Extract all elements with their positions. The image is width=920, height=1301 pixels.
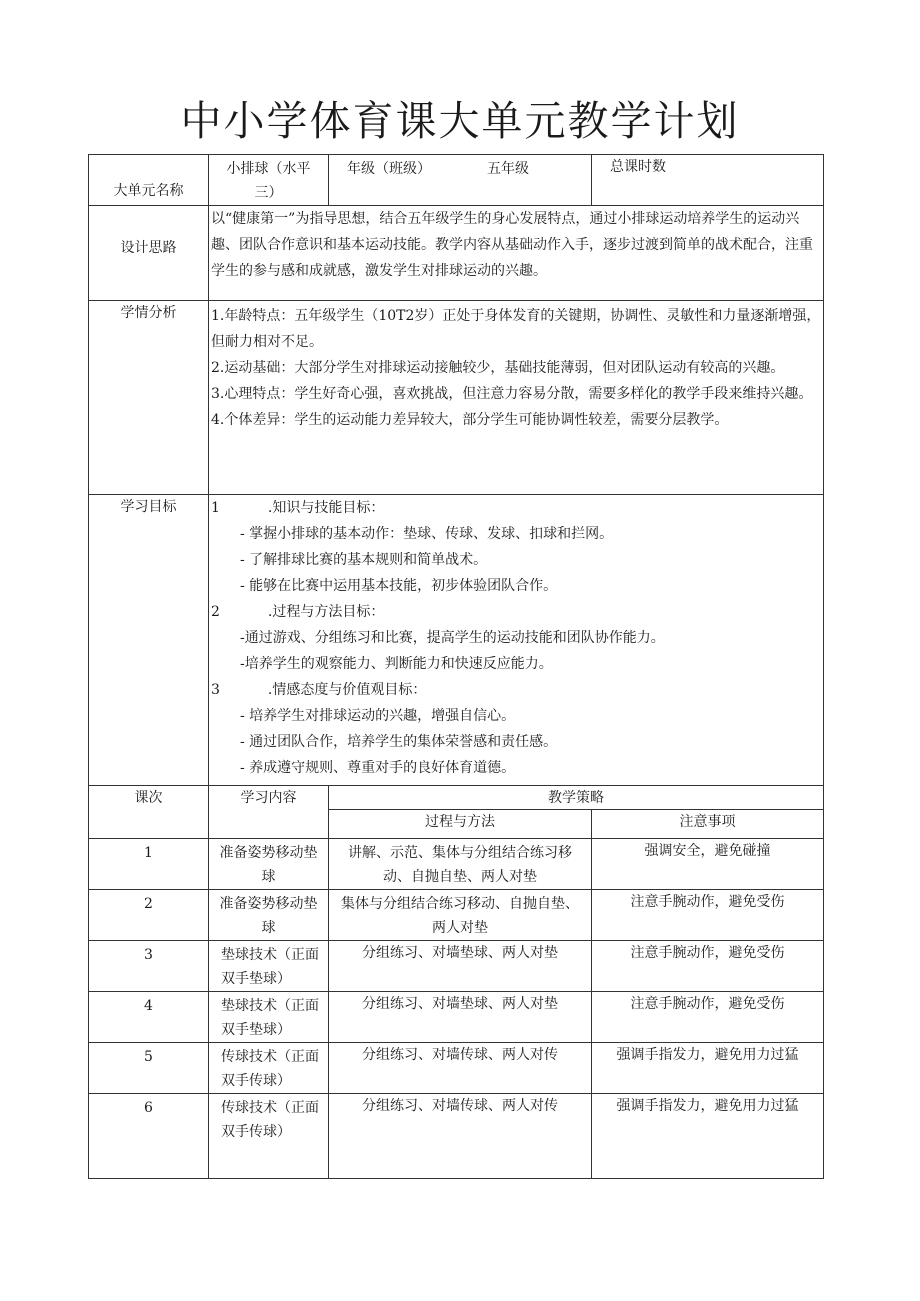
page-title: 中小学体育课大单元教学计划 xyxy=(180,97,740,145)
col-strategy-header: 教学策略 xyxy=(548,790,604,806)
objective-item: - 了解排球比赛的基本规则和简单战术。 xyxy=(240,552,488,568)
objective-item: -培养学生的观察能力、判断能力和快速反应能力。 xyxy=(240,656,553,672)
lesson-content: 准备姿势移动垫球 xyxy=(219,896,318,936)
analysis-row xyxy=(89,301,824,495)
col-lesson-header: 课次 xyxy=(134,790,163,806)
objectives-label: 学习目标 xyxy=(120,499,177,515)
lesson-number: 1 xyxy=(144,845,153,861)
analysis-item: 1.年龄特点：五年级学生（10T2岁）正处于身体发育的关键期，协调性、灵敏性和力量逐渐增强，但耐力相对不足。 xyxy=(211,308,821,350)
lesson-number: 3 xyxy=(144,947,153,963)
objective-item: -通过游戏、分组练习和比赛，提高学生的运动技能和团队协作能力。 xyxy=(240,630,665,646)
grade-value: 五年级 xyxy=(487,161,529,177)
total-hours-label: 总课时数 xyxy=(610,159,666,175)
lesson-content: 垫球技术（正面双手垫球） xyxy=(221,947,319,987)
design-row xyxy=(89,206,824,301)
objective-item: - 通过团队合作，培养学生的集体荣誉感和责任感。 xyxy=(240,734,558,750)
objective-item: - 掌握小排球的基本动作：垫球、传球、发球、扣球和拦网。 xyxy=(240,526,614,542)
unit-name-label: 大单元名称 xyxy=(113,183,184,199)
lesson-number: 5 xyxy=(144,1049,153,1065)
lesson-header-row xyxy=(89,786,824,810)
lesson-row xyxy=(89,992,824,1043)
lesson-row xyxy=(89,941,824,992)
lesson-row xyxy=(89,1043,824,1094)
design-label: 设计思路 xyxy=(120,240,177,256)
lesson-row xyxy=(89,890,824,941)
objective-group-heading: 2 .过程与方法目标： xyxy=(211,604,385,620)
lesson-number: 6 xyxy=(144,1100,153,1116)
lesson-number: 4 xyxy=(144,998,153,1014)
unit-name-value: 小排球（水平三） xyxy=(226,161,311,201)
analysis-item: 4.个体差异：学生的运动能力差异较大，部分学生可能协调性较差，需要分层教学。 xyxy=(211,412,729,428)
objective-group-heading: 1 .知识与技能目标： xyxy=(211,500,385,516)
grade-label: 年级（班级） xyxy=(347,161,431,177)
lesson-process: 分组练习、对墙垫球、两人对垫 xyxy=(362,945,558,961)
objectives-row xyxy=(89,495,824,786)
lesson-content: 传球技术（正面双手传球） xyxy=(221,1100,319,1140)
lesson-process: 分组练习、对墙传球、两人对传 xyxy=(362,1098,558,1114)
lesson-notes: 强调手指发力，避免用力过猛 xyxy=(616,1098,799,1114)
lesson-row xyxy=(89,1094,824,1179)
lesson-content: 传球技术（正面双手传球） xyxy=(221,1049,319,1089)
lesson-row xyxy=(89,839,824,890)
lesson-notes: 注意手腕动作，避免受伤 xyxy=(630,996,785,1012)
design-text: 以“健康第一”为指导思想，结合五年级学生的身心发展特点，通过小排球运动培养学生的运动兴趣、团队合作意识和基本运动技能。教学内容从基础动作入手，逐步过渡到简单的战术配合，注重学生的参与感和成就感，激发学生对排球运动的兴趣。 xyxy=(211,211,813,279)
lesson-content: 垫球技术（正面双手垫球） xyxy=(221,998,319,1038)
lesson-notes: 注意手腕动作，避免受伤 xyxy=(630,894,785,910)
analysis-item: 2.运动基础：大部分学生对排球运动接触较少，基础技能薄弱，但对团队运动有较高的兴趣。 xyxy=(211,360,785,376)
lesson-process: 讲解、示范、集体与分组结合练习移动、自抛自垫、两人对垫 xyxy=(348,845,572,885)
lesson-process: 分组练习、对墙传球、两人对传 xyxy=(362,1047,558,1063)
lesson-content: 准备姿势移动垫球 xyxy=(219,845,318,885)
lesson-notes: 注意手腕动作，避免受伤 xyxy=(630,945,785,961)
col-content-header: 学习内容 xyxy=(240,790,297,806)
lesson-process: 分组练习、对墙垫球、两人对垫 xyxy=(362,996,558,1012)
col-process-header: 过程与方法 xyxy=(425,814,495,830)
objective-item: - 培养学生对排球运动的兴趣，增强自信心。 xyxy=(240,708,516,724)
unit-header-row xyxy=(89,155,824,206)
lesson-process: 集体与分组结合练习移动、自抛自垫、两人对垫 xyxy=(341,896,579,936)
lesson-notes: 强调手指发力，避免用力过猛 xyxy=(616,1047,799,1063)
plan-table xyxy=(88,154,824,1179)
analysis-item: 3.心理特点：学生好奇心强，喜欢挑战，但注意力容易分散，需要多样化的教学手段来维持兴趣。 xyxy=(211,386,813,402)
lesson-number: 2 xyxy=(144,896,153,912)
analysis-label: 学情分析 xyxy=(120,305,177,321)
col-notes-header: 注意事项 xyxy=(679,814,736,830)
objective-item: - 养成遵守规则、尊重对手的良好体育道德。 xyxy=(240,760,516,776)
lesson-notes: 强调安全，避免碰撞 xyxy=(644,843,771,859)
objective-group-heading: 3 .情感态度与价值观目标： xyxy=(211,682,427,698)
objective-item: - 能够在比赛中运用基本技能，初步体验团队合作。 xyxy=(240,578,558,594)
